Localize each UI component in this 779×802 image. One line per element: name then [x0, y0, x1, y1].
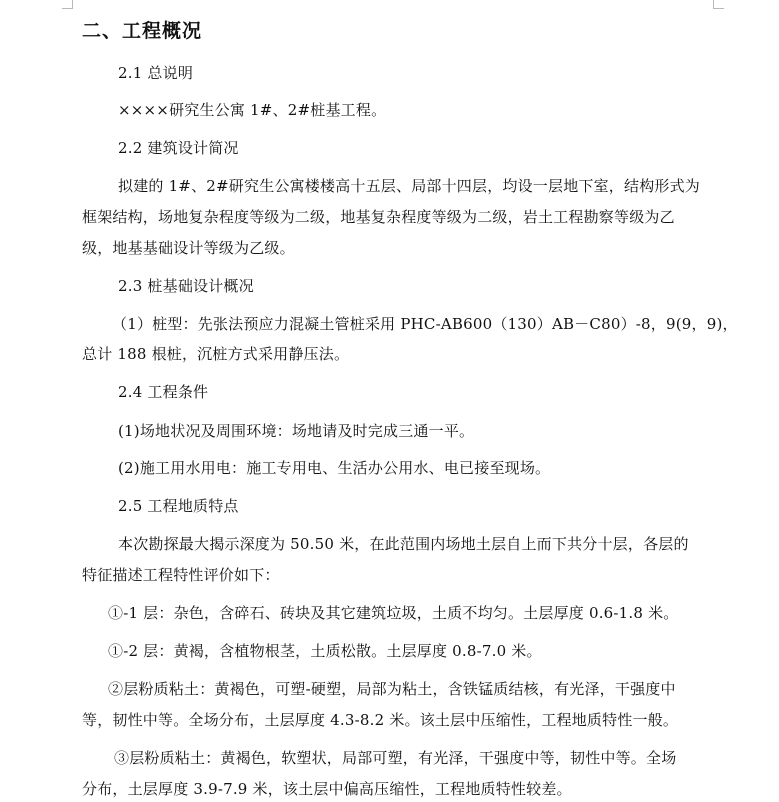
layer-description: ①-1 层：杂色，含碎石、砖块及其它建筑垃圾，土质不均匀。土层厚度 0.6-1.8 米。	[108, 604, 679, 622]
paragraph-line: （1）桩型：先张法预应力混凝土管桩采用 PHC-AB600（130）AB－C80）-8，9(9，9)，	[112, 315, 738, 333]
layer-description: ③层粉质粘土：黄褐色，软塑状，局部可塑，有光泽，干强度中等，韧性中等。全场	[114, 749, 677, 767]
layer-description: 等，韧性中等。全场分布，土层厚度 4.3-8.2 米。该土层中压缩性，工程地质特性一般。	[82, 711, 679, 729]
paragraph-line: 级，地基基础设计等级为乙级。	[82, 239, 295, 257]
section-heading: 二、工程概况	[82, 20, 203, 42]
list-item: (1)场地状况及周围环境：场地请及时完成三通一平。	[118, 422, 475, 440]
subsection-title-2-4: 2.4 工程条件	[118, 383, 209, 401]
page-corner-mark-right	[713, 0, 724, 9]
subsection-title-2-1: 2.1 总说明	[118, 64, 194, 82]
paragraph-line: 框架结构，场地复杂程度等级为二级，地基复杂程度等级为二级，岩土工程勘察等级为乙	[82, 208, 675, 226]
paragraph-line: 拟建的 1#、2#研究生公寓楼楼高十五层、局部十四层，均设一层地下室，结构形式为	[118, 177, 700, 195]
subsection-title-2-5: 2.5 工程地质特点	[118, 497, 239, 515]
subsection-title-2-3: 2.3 桩基础设计概况	[118, 277, 254, 295]
paragraph-line: 本次勘探最大揭示深度为 50.50 米，在此范围内场地土层自上而下共分十层，各层的	[118, 535, 689, 553]
list-item: (2)施工用水用电：施工专用电、生活办公用水、电已接至现场。	[118, 459, 551, 477]
page-corner-mark-left	[62, 0, 73, 9]
paragraph-line: 总计 188 根桩，沉桩方式采用静压法。	[82, 345, 350, 363]
layer-description: 分布，土层厚度 3.9-7.9 米，该土层中偏高压缩性，工程地质特性较差。	[82, 780, 572, 798]
subsection-title-2-2: 2.2 建筑设计简况	[118, 139, 239, 157]
paragraph-line: 特征描述工程特性评价如下：	[82, 566, 280, 584]
paragraph-line: ××××研究生公寓 1#、2#桩基工程。	[118, 101, 387, 119]
layer-description: ②层粉质粘土：黄褐色，可塑-硬塑，局部为粘土，含铁锰质结核，有光泽，干强度中	[108, 680, 676, 698]
layer-description: ①-2 层：黄褐，含植物根茎，土质松散。土层厚度 0.8-7.0 米。	[108, 642, 542, 660]
